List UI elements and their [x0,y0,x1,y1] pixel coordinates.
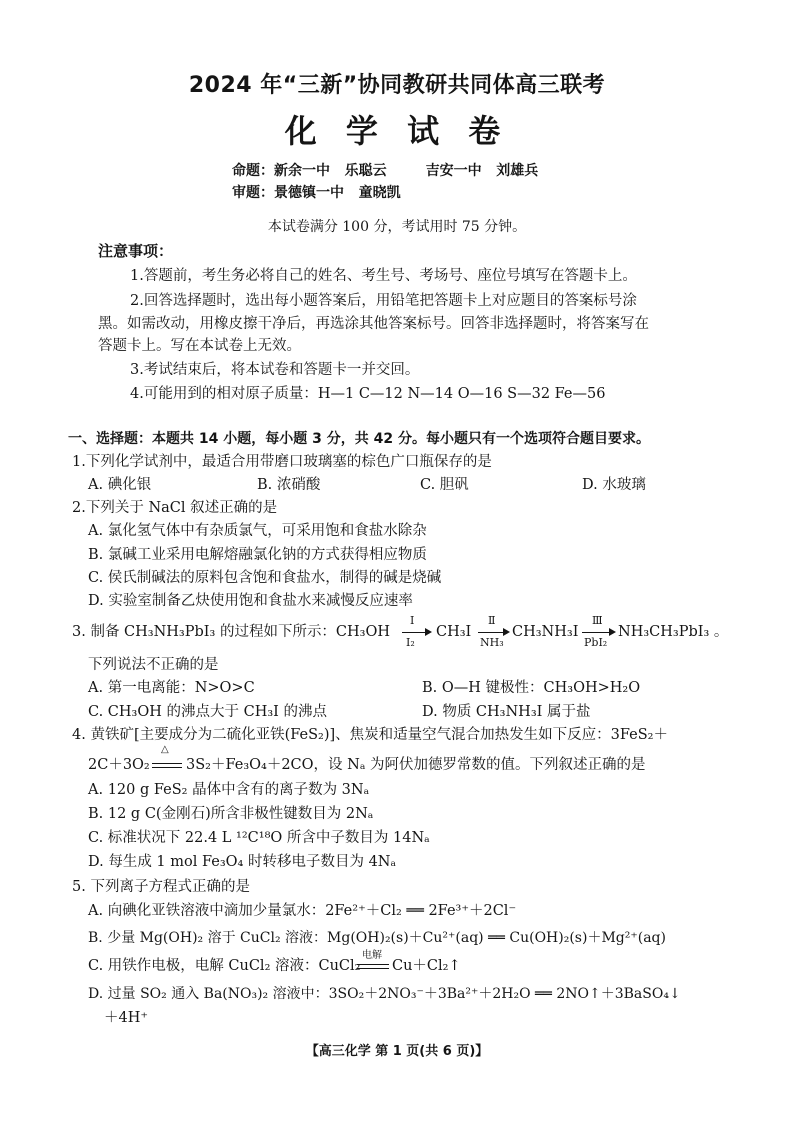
q5-option-d-cont: ＋4H⁺ [104,1010,149,1026]
q2-option-c: C. 侯氏制碱法的原料包含饱和食盐水，制得的碱是烧碱 [88,570,442,586]
q5-electrolysis-label: 电解 [362,950,382,961]
q4-equation-left: 2C＋3O₂ [88,757,150,773]
q3-subquestion: 下列说法不正确的是 [88,657,219,673]
q3-step3-reagent: PbI₂ [584,636,608,649]
q3-product: NH₃CH₃PbI₃ 。 [618,624,729,640]
note-2b: 黑。如需改动，用橡皮擦干净后，再选涂其他答案标号。回答非选择题时，将答案写在 [98,316,649,332]
q5-option-d: D. 过量 SO₂ 通入 Ba(NO₃)₂ 溶液中：3SO₂＋2NO₃⁻＋3Ba²⁺＋2H₂O ══ 2NO↑＋3BaSO₄↓ [88,986,681,1002]
notes-heading: 注意事项： [98,242,174,260]
q4-equals-bottom [152,767,182,768]
q4-option-a: A. 120 g FeS₂ 晶体中含有的离子数为 3Nₐ [88,782,370,798]
q5-equals-top [357,964,389,965]
q3-step2-arrowhead [503,628,510,636]
q5-option-a: A. 向碘化亚铁溶液中滴加少量氯水：2Fe²⁺＋Cl₂ ══ 2Fe³⁺＋2Cl⁻ [88,903,517,919]
q1-option-a: A. 碘化银 [88,477,152,493]
note-2c: 答题卡上。写在本试卷上无效。 [98,338,301,354]
subject-title: 化 学 试 卷 [284,112,510,150]
q3-step3-label: Ⅲ [592,614,603,627]
q3-step1-label: Ⅰ [410,614,415,627]
q4-equation-right: 3S₂＋Fe₃O₄＋2CO，设 Nₐ 为阿伏加德罗常数的值。下列叙述正确的是 [186,757,646,773]
q1-option-d: D. 水玻璃 [582,477,646,493]
q3-step1-reagent: I₂ [406,636,415,649]
q5-option-c-right: Cu＋Cl₂↑ [392,958,461,974]
q2-option-b: B. 氯碱工业采用电解熔融氯化钠的方式获得相应物质 [88,547,427,563]
q3-option-d: D. 物质 CH₃NH₃I 属于盐 [422,704,591,720]
q1-stem: 1.下列化学试剂中，最适合用带磨口玻璃塞的棕色广口瓶保存的是 [72,454,492,470]
q3-step3-arrowhead [609,628,616,636]
q3-option-a: A. 第一电离能：N>O>C [88,680,255,696]
q5-option-b: B. 少量 Mg(OH)₂ 溶于 CuCl₂ 溶液：Mg(OH)₂(s)＋Cu²⁺(aq) ══ Cu(OH)₂(s)＋Mg²⁺(aq) [88,930,666,946]
q3-option-c: C. CH₃OH 的沸点大于 CH₃I 的沸点 [88,704,327,720]
q2-stem: 2.下列关于 NaCl 叙述正确的是 [72,500,278,516]
q4-option-d: D. 每生成 1 mol Fe₃O₄ 时转移电子数目为 4Nₐ [88,854,397,870]
q1-option-b: B. 浓硝酸 [257,477,321,493]
q3-option-b: B. O—H 键极性：CH₃OH>H₂O [422,680,641,696]
q3-stem: 3. 制备 CH₃NH₃PbI₃ 的过程如下所示：CH₃OH [72,624,391,640]
q1-option-c: C. 胆矾 [420,477,469,493]
q3-intermediate-1: CH₃I [436,624,472,640]
q5-stem: 5. 下列离子方程式正确的是 [72,879,250,895]
section-heading: 一、选择题：本题共 14 小题，每小题 3 分，共 42 分。每小题只有一个选项符合题目要求。 [68,431,650,447]
exam-info: 本试卷满分 100 分，考试用时 75 分钟。 [267,219,527,235]
q3-step3-arrow [582,632,610,633]
note-2a: 2.回答选择题时，选出每小题答案后，用铅笔把答题卡上对应题目的答案标号涂 [130,293,637,309]
q2-option-a: A. 氯化氢气体中有杂质氯气，可采用饱和食盐水除杂 [88,523,427,539]
q3-step2-reagent: NH₃ [480,636,504,649]
note-1: 1.答题前，考生务必将自己的姓名、考生号、考场号、座位号填写在答题卡上。 [130,268,637,284]
q2-option-d: D. 实验室制备乙炔使用饱和食盐水来减慢反应速率 [88,593,413,609]
q4-heat-symbol: △ [161,744,169,755]
q3-step1-arrow [402,632,426,633]
note-3: 3.考试结束后，将本试卷和答题卡一并交回。 [130,362,420,378]
exam-title: 2024 年“三新”协同教研共同体高三联考 [188,73,606,98]
q4-option-c: C. 标准状况下 22.4 L ¹²C¹⁸O 所含中子数目为 14Nₐ [88,830,430,846]
q5-option-c-left: C. 用铁作电极，电解 CuCl₂ 溶液：CuCl₂ [88,958,361,974]
q3-step2-arrow [478,632,504,633]
page-footer: 【高三化学 第 1 页(共 6 页)】 [305,1044,489,1059]
note-4: 4.可能用到的相对原子质量：H—1 C—12 N—14 O—16 S—32 Fe—56 [130,386,606,402]
q5-equals-bottom [357,968,389,969]
q3-step1-arrowhead [425,628,432,636]
q4-equals-top [152,763,182,764]
reviewer-line: 审题：景德镇一中 童晓凯 [232,185,401,201]
q3-step2-label: Ⅱ [488,614,496,627]
q3-intermediate-2: CH₃NH₃I [512,624,579,640]
q4-option-b: B. 12 g C(金刚石)所含非极性键数目为 2Nₐ [88,806,374,822]
q4-stem-line1: 4. 黄铁矿[主要成分为二硫化亚铁(FeS₂)]、焦炭和适量空气混合加热发生如下反应：3FeS₂＋ [72,727,668,743]
authors-line: 命题：新余一中 乐聪云 吉安一中 刘雄兵 [232,163,539,179]
